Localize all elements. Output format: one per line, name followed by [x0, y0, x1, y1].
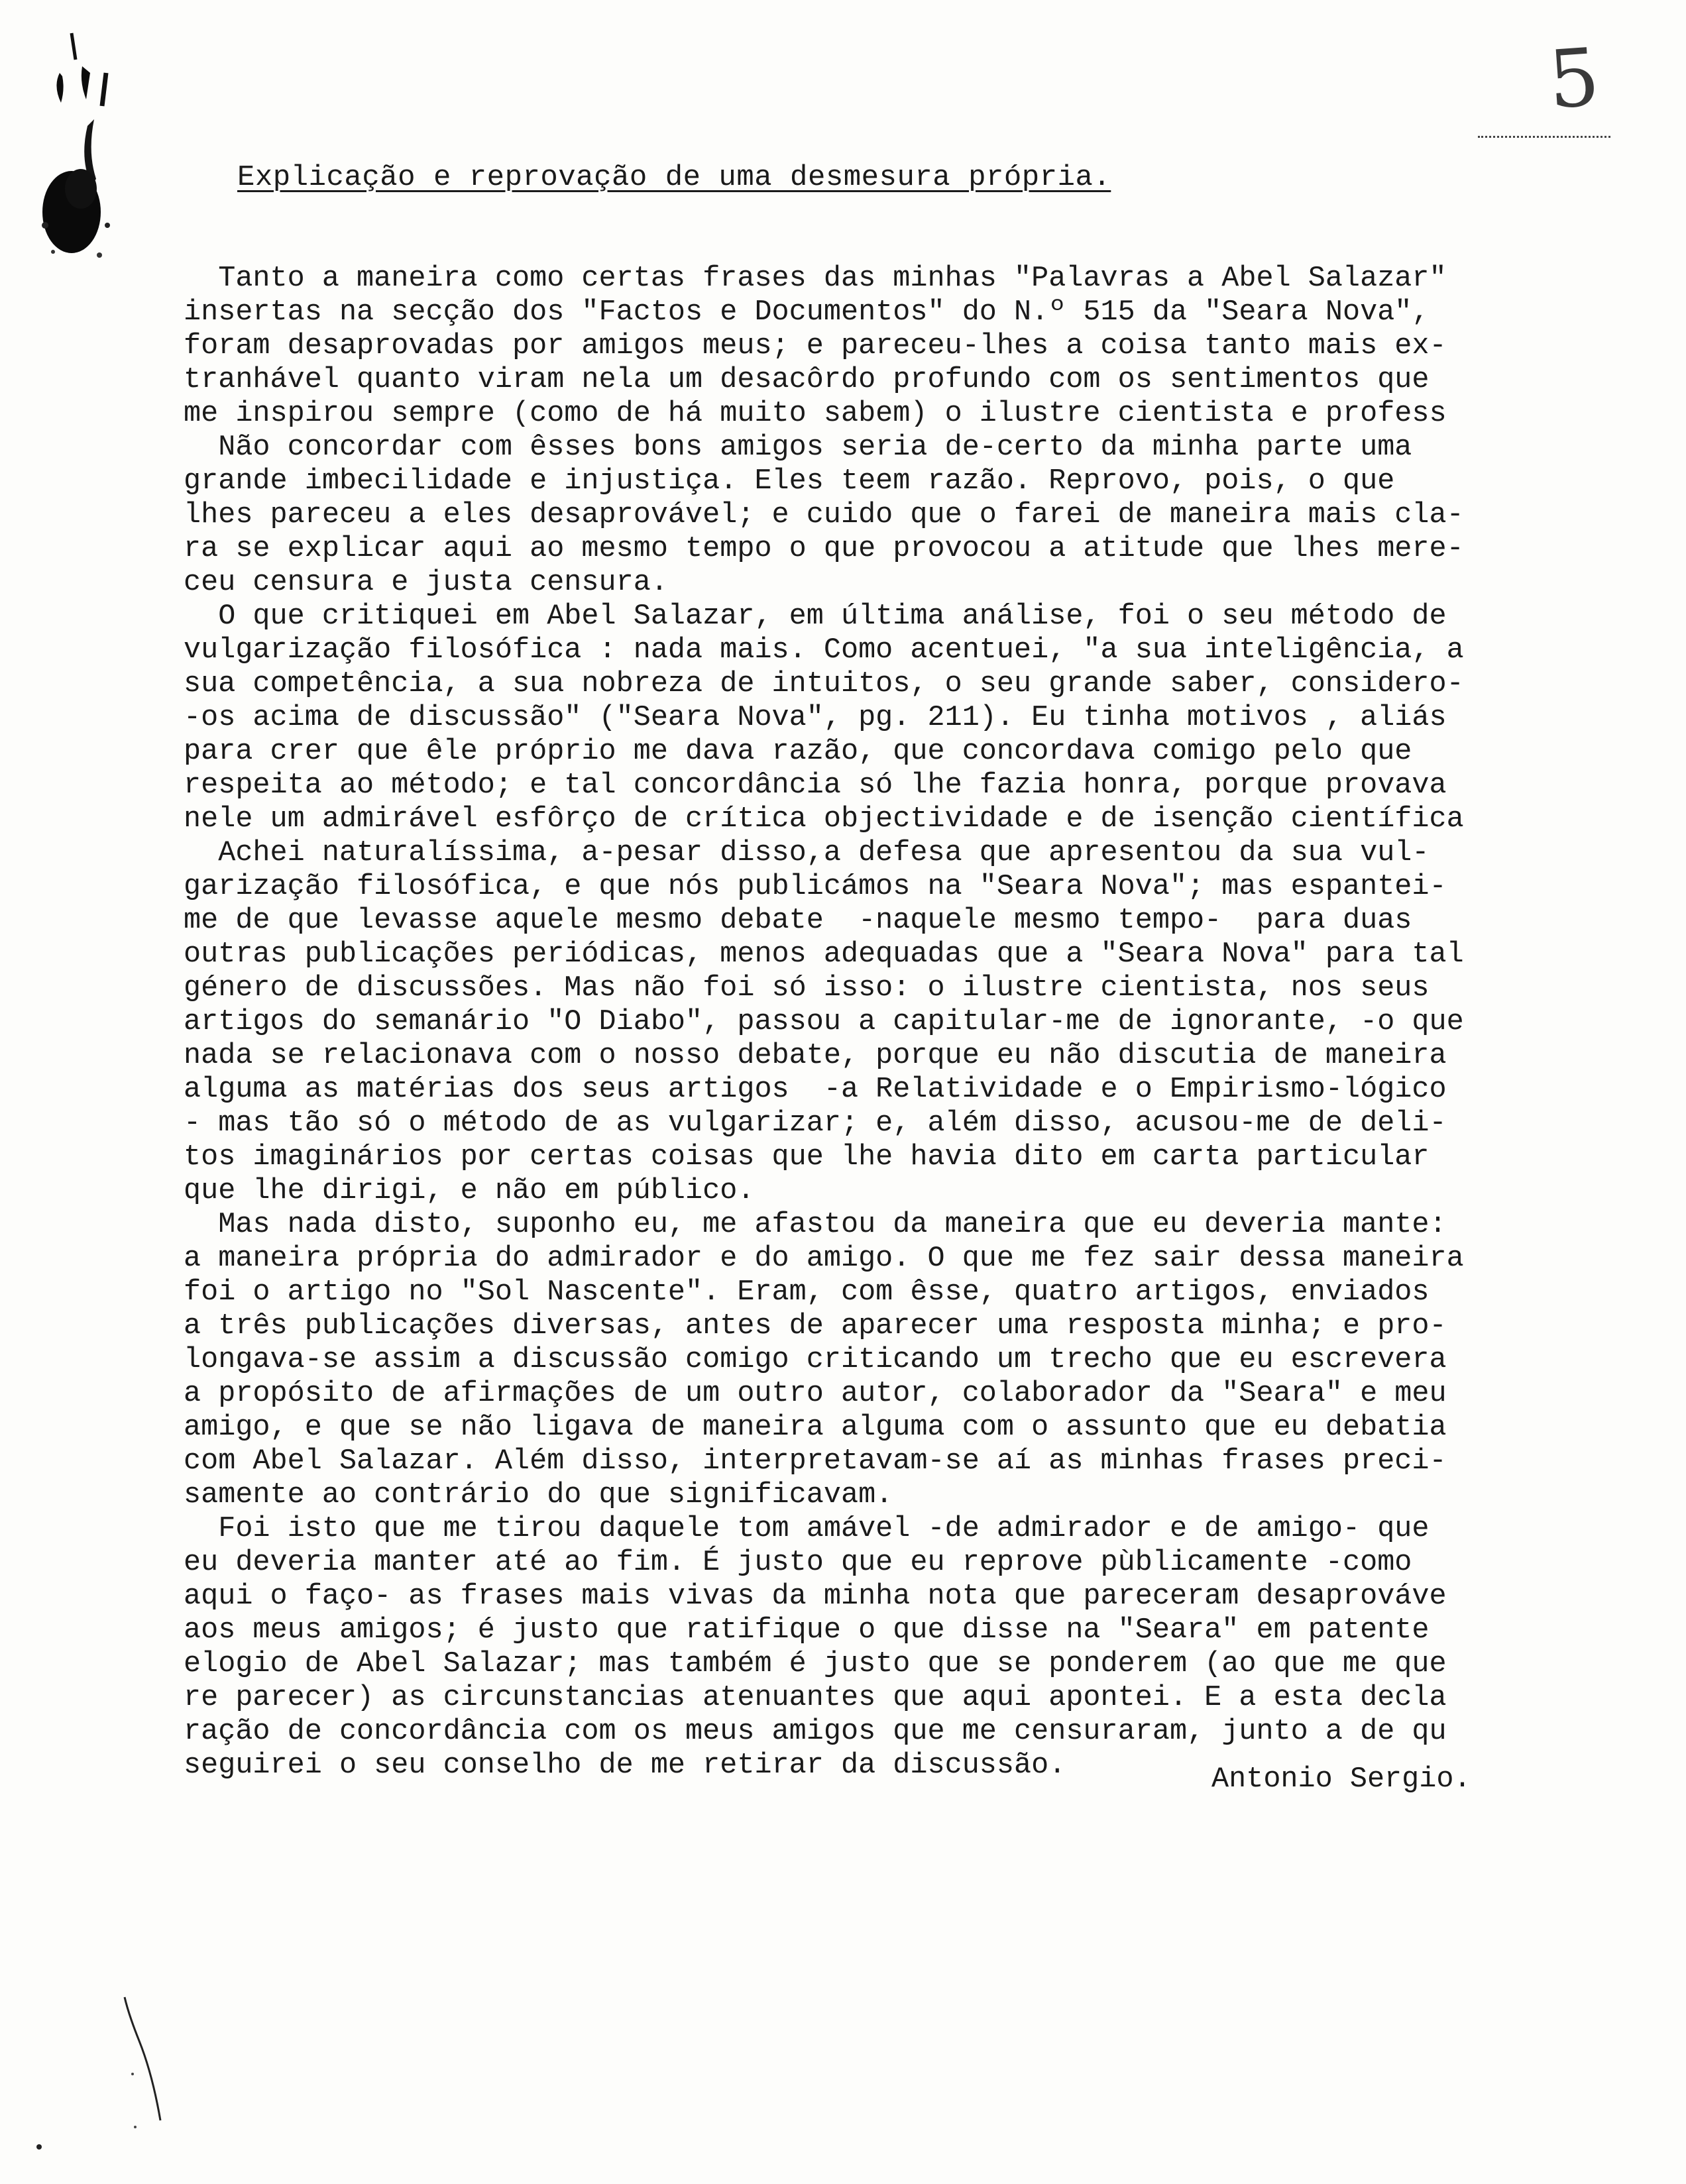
text-line: samente ao contrário do que significavam.	[184, 1479, 893, 1511]
text-line: eu deveria manter até ao fim. É justo que eu reprove pùblicamente -como	[184, 1547, 1412, 1579]
text-line: respeita ao método; e tal concordância só lhe fazia honra, porque provava	[184, 769, 1447, 802]
stray-ink-dot	[36, 2144, 42, 2150]
text-line: tos imaginários por certas coisas que lhe havia dito em carta particular	[184, 1141, 1430, 1174]
text-line: ra se explicar aqui ao mesmo tempo o que provocou a atitude que lhes mere-	[184, 533, 1464, 565]
text-line: grande imbecilidade e injustiça. Eles teem razão. Reprovo, pois, o que	[184, 465, 1395, 498]
text-line: -os acima de discussão" ("Seara Nova", pg. 211). Eu tinha motivos , aliás	[184, 702, 1447, 734]
text-line: ração de concordância com os meus amigos que me censuraram, junto a de qu	[184, 1716, 1447, 1748]
text-line: elogio de Abel Salazar; mas também é justo que se ponderem (ao que me que	[184, 1648, 1447, 1680]
letter-body	[184, 262, 1675, 1782]
text-line: Tanto a maneira como certas frases das minhas "Palavras a Abel Salazar"	[184, 262, 1447, 295]
text-line: Não concordar com êsses bons amigos seria de-certo da minha parte uma	[184, 431, 1412, 464]
text-line: nele um admirável esfôrço de crítica objectividade e de isenção científica	[184, 803, 1464, 836]
text-line: longava-se assim a discussão comigo criticando um trecho que eu escrevera	[184, 1344, 1447, 1376]
text-line: outras publicações periódicas, menos adequadas que a "Seara Nova" para tal	[184, 938, 1464, 971]
text-line: género de discussões. Mas não foi só isso: o ilustre cientista, nos seus	[184, 972, 1430, 1005]
text-line: Mas nada disto, suponho eu, me afastou da maneira que eu deveria mante:	[184, 1209, 1447, 1241]
text-line: Achei naturalíssima, a-pesar disso,a defesa que apresentou da sua vul-	[184, 837, 1430, 869]
page-number: 5	[1546, 31, 1602, 127]
text-line: foram desaprovadas por amigos meus; e pareceu-lhes a coisa tanto mais ex-	[184, 330, 1447, 362]
text-line: foi o artigo no "Sol Nascente". Eram, com êsse, quatro artigos, enviados	[184, 1276, 1430, 1309]
text-line: com Abel Salazar. Além disso, interpretavam-se aí as minhas frases preci-	[184, 1445, 1447, 1478]
text-line: Foi isto que me tirou daquele tom amável -de admirador e de amigo- que	[184, 1513, 1430, 1545]
text-line: a propósito de afirmações de um outro autor, colaborador da "Seara" e meu	[184, 1378, 1447, 1410]
signature: Antonio Sergio.	[1211, 1763, 1471, 1796]
text-line: lhes pareceu a eles desaprovável; e cuido que o farei de maneira mais cla-	[184, 499, 1464, 531]
text-line: alguma as matérias dos seus artigos -a Relatividade e o Empirismo-lógico	[184, 1073, 1447, 1106]
text-line: aqui o faço- as frases mais vivas da minha nota que pareceram desaprováve	[184, 1580, 1447, 1613]
text-line: aos meus amigos; é justo que ratifique o que disse na "Seara" em patente	[184, 1614, 1430, 1647]
text-line: - mas tão só o método de as vulgarizar; e, além disso, acusou-me de deli-	[184, 1107, 1447, 1140]
ink-blot-mark	[33, 27, 133, 265]
page-number-rule	[1478, 136, 1610, 138]
document-title: Explicação e reprovação de uma desmesura própria.	[237, 161, 1111, 194]
text-line: amigo, e que se não ligava de maneira alguma com o assunto que eu debatia	[184, 1411, 1447, 1444]
text-line: seguirei o seu conselho de me retirar da discussão.	[184, 1749, 1066, 1782]
text-line: O que critiquei em Abel Salazar, em última análise, foi o seu método de	[184, 600, 1447, 633]
text-line: me inspirou sempre (como de há muito sabem) o ilustre cientista e profess	[184, 398, 1447, 430]
text-line: nada se relacionava com o nosso debate, porque eu não discutia de maneira	[184, 1040, 1447, 1072]
text-line: para crer que êle próprio me dava razão, que concordava comigo pelo que	[184, 736, 1412, 768]
text-line: re parecer) as circunstancias atenuantes que aqui apontei. E a esta decla	[184, 1682, 1447, 1714]
stray-pen-mark	[119, 1994, 186, 2140]
text-line: sua competência, a sua nobreza de intuitos, o seu grande saber, considero-	[184, 668, 1464, 700]
text-line: tranhável quanto viram nela um desacôrdo profundo com os sentimentos que	[184, 364, 1430, 396]
text-line: a maneira própria do admirador e do amigo. O que me fez sair dessa maneira	[184, 1242, 1464, 1275]
text-line: a três publicações diversas, antes de aparecer uma resposta minha; e pro-	[184, 1310, 1447, 1342]
text-line: insertas na secção dos "Factos e Documentos" do N.º 515 da "Seara Nova",	[184, 296, 1430, 329]
text-line: ceu censura e justa censura.	[184, 567, 668, 599]
text-line: me de que levasse aquele mesmo debate -naquele mesmo tempo- para duas	[184, 904, 1412, 937]
text-line: garização filosófica, e que nós publicámos na "Seara Nova"; mas espantei-	[184, 871, 1447, 903]
text-line: vulgarização filosófica : nada mais. Como acentuei, "a sua inteligência, a	[184, 634, 1464, 667]
text-line: que lhe dirigi, e não em público.	[184, 1175, 755, 1207]
text-line: artigos do semanário "O Diabo", passou a capitular-me de ignorante, -o que	[184, 1006, 1464, 1038]
